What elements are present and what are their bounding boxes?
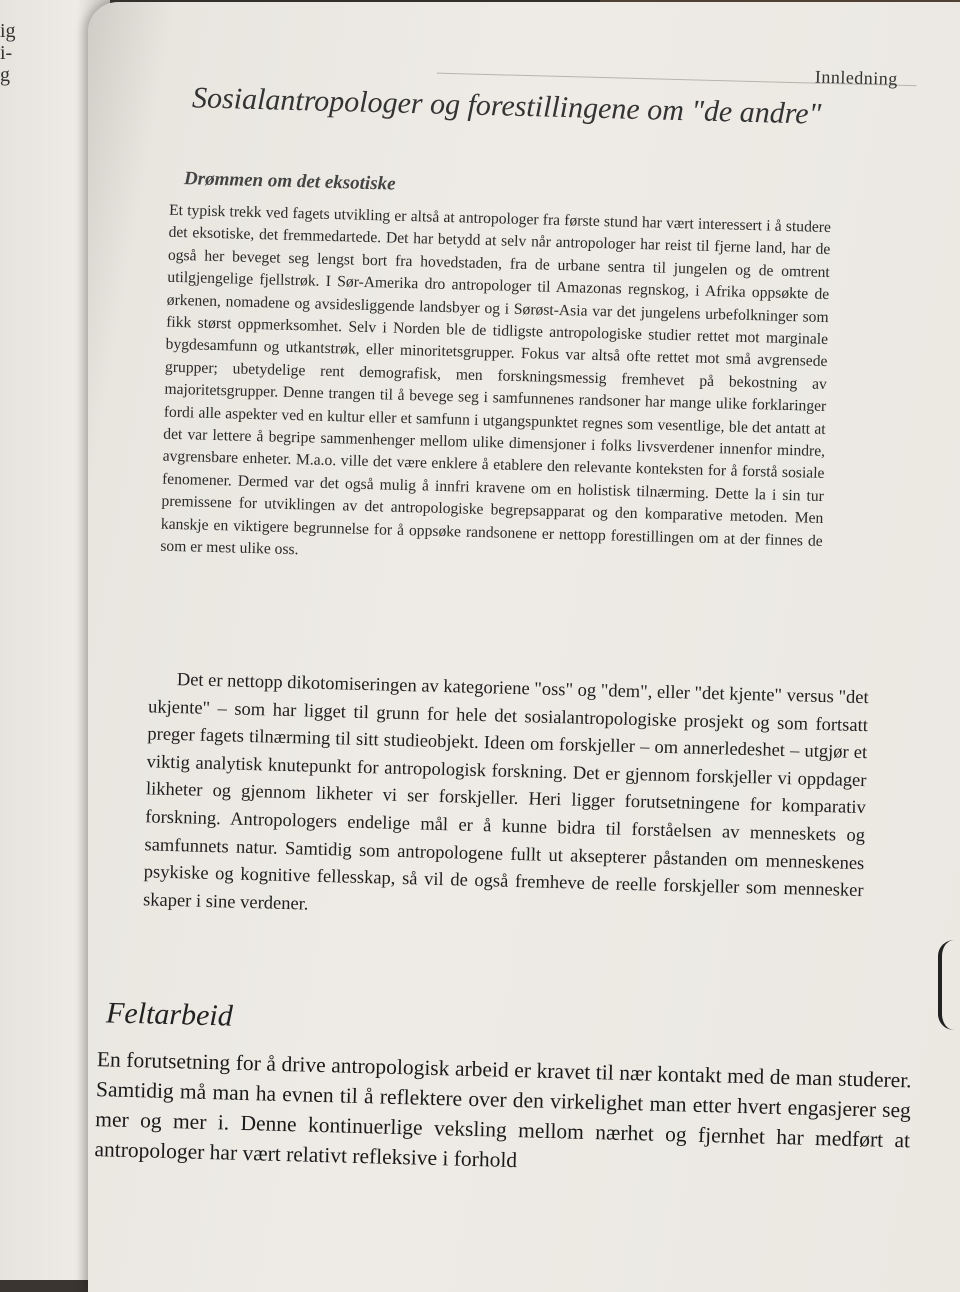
binder-clip bbox=[938, 940, 960, 1030]
left-page-fragment: g bbox=[0, 64, 10, 86]
body-paragraph: En forutsetning for å drive antropologisk arbeid er kravet til nær kontakt med de man studerer. Samtidig må man ha evnen til å reflektere over den virkelighet man etter hvert engasjerer seg mer og mer i. Denne kontinuerlige veksling mellom nærhet og fjernhet har medført at antropologer har vært relativt refleksive i forhold bbox=[94, 1047, 912, 1173]
body-paragraph: Et typisk trekk ved fagets utvikling er altså at antropologer fra første stund har vært interessert i å studere det eksotiske, det fremmedartede. Det har betydd at selv når antropologer har reist til fjerne land, har de også her beveget seg lengst bort fra hovedstaden, fra de urbane sentra til jungelen og de omtrent utilgjengelige fjellstrøk. I Sør-Amerika dro antropologer til Amazonas regnskog, i Afrika oppsøkte de ørkenen, nomadene og avsidesliggende landsbyer og i Sørøst-Asia var det jungelens urbefolkninger som fikk størst oppmerksomhet. Selv i Norden ble de tidligste antropologiske studier rettet mot marginale bygdesamfunn og utkantstrøk, eller minoritetsgrupper. Fokus var altså ofte rettet mot små avgrensede grupper; ubetydelige rent demografisk, men forskningsmessig fremhevet på bekostning av majoritetsgrupper. Denne trangen til å bevege seg i samfunnenes randsoner har mange ulike forklaringer fordi alle aspekter ved en kultur eller et samfunn i utgangspunktet regnes som vesentlige, ble det antatt at det var lettere å begripe sammenhenger mellom ulike dimensjoner i folks livsverdener innenfor mindre, avgrensbare enheter. M.a.o. ville det være enklere å etablere den relevante konteksten for å forstå sosiale fenomener. Dermed var det også mulig å innfri kravene om en holistisk tilnærming. Dette la i sin tur premissene for utviklingen av det antropologiske begrepsapparat og den komparative metoden. Men kanskje en viktigere begrunnelse for å oppsøke randsonene er nettopp forestillingen om at der finnes de som er mest ulike oss. bbox=[160, 201, 832, 559]
chapter-section-title: Sosialantropologer og forestillingene om "de andre" bbox=[191, 81, 822, 131]
left-page-fragment: i- bbox=[0, 42, 13, 64]
running-head: Innledning bbox=[814, 66, 899, 89]
section-heading: Feltarbeid bbox=[105, 996, 234, 1033]
subsection-title: Drømmen om det eksotiske bbox=[183, 168, 396, 195]
left-page-fragment: ig bbox=[0, 20, 16, 42]
body-paragraph: Det er nettopp dikotomiseringen av kategoriene "oss" og "dem", eller "det kjente" versus "det ukjente" – som har ligget til grunn for hele det sosialantropologiske prosjekt og som fortsatt preger fagets tilnærming til sitt studieobjekt. Ideen om forskjeller – om annerledeshet – utgjør et viktig analytisk knutepunkt for antropologisk forskning. Det er gjennom forskjeller vi oppdager likheter og gjennom likheter vi ser forskjeller. Heri ligger forutsetningene for komparativ forskning. Antropologers endelige mål er å kunne bidra til forståelsen av menneskets og samfunnets natur. Samtidig som antropologene fullt ut aksepterer påstanden om menneskenes psykiske og kognitive fellesskap, så vil de også fremheve de reelle forskjeller som mennesker skaper i sine verdener. bbox=[142, 670, 869, 915]
